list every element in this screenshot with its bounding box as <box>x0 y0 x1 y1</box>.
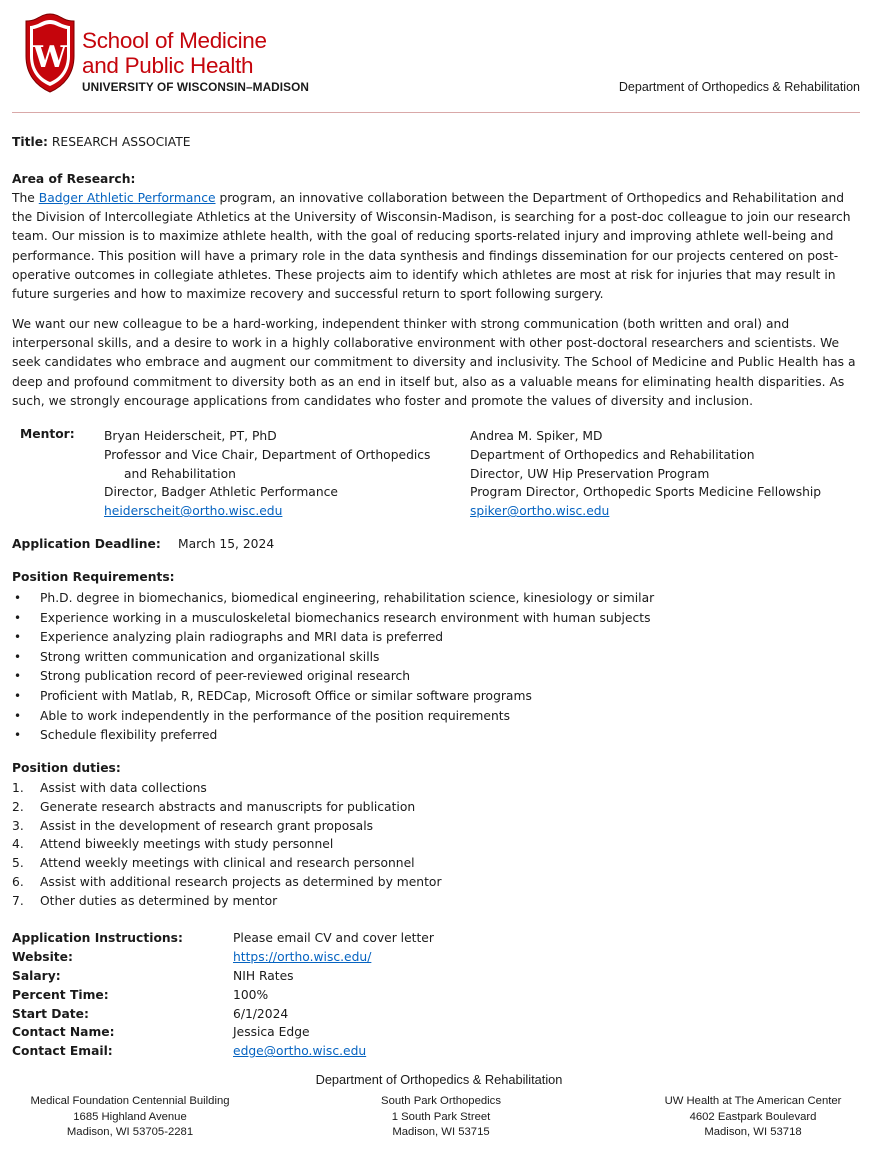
para1-rest: program, an innovative collaboration between the Department of Orthopedics and Rehabilitation and the Division of Intercollegiate Athletics at the University of Wisconsin-Madison, is searching for a post-doc colleague to join our research team. Our mission is to maximize athlete health, with the goal of reducing sports-related injury and improving athlete well-being and performance. This position will have a primary role in the data synthesis and findings dissemination for our projects centered on post-operative outcomes in collegiate athletes. These projects aim to identify which athletes are most at risk for injuries that may result in future surgeries and how to maximize recovery and successful return to sport following surgery. <box>12 191 851 302</box>
area-paragraph-1 <box>12 189 860 304</box>
list-item: • Schedule flexibility preferred <box>12 726 654 746</box>
bullet: • <box>14 688 22 703</box>
mentor1-name: Bryan Heiderscheit, PT, PhD <box>104 429 277 443</box>
footer-address-2: South Park Orthopedics 1 South Park Street Madison, WI 53715 <box>381 1095 501 1138</box>
job-title <box>12 133 860 152</box>
para1-intro: The <box>12 191 39 205</box>
area-heading: Area of Research: <box>12 172 136 186</box>
mentor1-email-link[interactable]: heiderscheit@ortho.wisc.edu <box>104 504 283 519</box>
list-item: • Ph.D. degree in biomechanics, biomedical engineering, rehabilitation science, kinesiology or similar <box>12 589 654 609</box>
mentor2-name: Andrea M. Spiker, MD <box>470 429 603 443</box>
requirements-heading: Position Requirements: <box>12 570 175 584</box>
list-item: 3. Assist in the development of research grant proposals <box>12 818 374 833</box>
bullet: • <box>14 708 22 723</box>
badger-athletic-performance-link[interactable]: Badger Athletic Performance <box>38 191 216 205</box>
crest-letter: W <box>33 40 67 75</box>
list-item: • Experience analyzing plain radiographs and MRI data is preferred <box>12 628 654 648</box>
deadline-value: March 15, 2024 <box>178 537 275 551</box>
bullet: • <box>14 669 22 684</box>
job-posting-page: W School of Medicine and Public Health UNIVERSITY OF WISCONSIN–MADISON Department of Orthopedics & Rehabilitation Title: RESEARCH ASSOCIATE Area of Research: The Badger Athletic Performance program, an innovative collaboration between the Department of Orthopedics and Rehabilitation and the Division of Intercollegiate Athletics at the University of Wisconsin-Madison, is searching for a post-doc colleague to join our research team. Our mission is to maximize athlete health, with the goal of reducing sports-related injury and improving athlete well-being and performance. This position will have a primary role in the data synthesis and findings dissemination for our projects centered on post-operative outcomes in collegiate athletes. These projects aim to identify which athletes are most at risk for injuries that may result in future surgeries and how to maximize recovery and successful return to sport following surgery. We want our new colleague to be a hard-working, independent thinker with strong communication (both written and oral) and interpersonal skills, and a desire to work in a highly collaborative environment with other post-doctoral researchers and scientists. We seek candidates who embrace and augment our commitment to diversity and inclusivity. The School of Medicine and Public Health has a deep and profound commitment to diversity both as an end in itself but, also as a valuable means for eliminating health disparities. As such, we strongly encourage applications from candidates who foster and promote the values of diversity and inclusion. Mentor: Bryan Heiderscheit, PT, PhD Professor and Vice Chair, Department of Orthopedics and Rehabilitation Director, Badger Athletic Performance heiderscheit@ortho.wisc.edu Andrea M. Spiker, MD Department of Orthopedics and Rehabilitation Director, UW Hip Preservation Program Program Director, Orthopedic Sports Medicine Fellowship spiker@ortho.wisc.edu Application Deadline: March 15, 2024 Position Requirements: • Ph.D. degree in biomechanics, biomedical engineering, rehabilitation science, kinesiology or similar • Experience working in a musculoskeletal biomechanics research environment with human subjects • Experience analyzing plain radiographs and MRI data is preferred • Strong written communication and organizational skills • Strong publication record of peer-reviewed original research • Proficient with Matlab, R, REDCap, Microsoft Office or similar software programs • Able to work independently in the performance of the position requirements • Schedule flexibility preferred Position duties: 1. Assist with data collections 2. Generate research abstracts and manuscripts for publication 3. Assist in the development of research grant proposals 4. Attend biweekly meetings with study personnel 5. Attend weekly meetings with clinical and research personnel 6. Assist with additional research projects as determined by mentor 7. Other duties as determined by mentor Application Instructions: Please email CV and cover letter Website: https://ortho.wisc.edu/ Salary: NIH Rates Percent Time: 100% Start Date: 6/1/2024 Contact Name: Jessica Edge Contact Email: edge@ortho.wisc.edu Department of Orthopedics & Rehabilitation Medical Foundation Centennial Building 1685 Highland Avenue Madison, WI 53705-2281 South Park Orthopedics 1 South Park Street Madison, WI 53715 UW Health at The American Center 4602 Eastpark Boulevard Madison, WI 53718 <box>0 0 878 1151</box>
school-name-line2: and Public Health <box>82 53 254 78</box>
bullet: • <box>14 649 22 664</box>
list-item: 2. Generate research abstracts and manuscripts for publication <box>12 799 416 814</box>
duties-list <box>12 779 442 911</box>
footer-address-1: Medical Foundation Centennial Building 1685 Highland Avenue Madison, WI 53705-2281 <box>30 1095 230 1138</box>
mentor1-role-1a: Professor and Vice Chair, Department of Orthopedics <box>104 447 431 462</box>
mentor2-role-2: Director, UW Hip Preservation Program <box>470 466 710 481</box>
mentor2-email-link[interactable]: spiker@ortho.wisc.edu <box>470 504 610 519</box>
website-link[interactable]: https://ortho.wisc.edu/ <box>233 949 372 964</box>
list-item: • Proficient with Matlab, R, REDCap, Microsoft Office or similar software programs <box>12 687 654 707</box>
list-item: 6. Assist with additional research projects as determined by mentor <box>12 874 442 889</box>
mentor2-role-1: Department of Orthopedics and Rehabilitation <box>470 447 755 462</box>
job-title-value: RESEARCH ASSOCIATE <box>51 135 191 149</box>
area-paragraph-2 <box>12 315 860 411</box>
bullet: • <box>14 630 22 645</box>
footer-department: Department of Orthopedics & Rehabilitation <box>315 1072 563 1087</box>
requirements-list <box>12 589 654 746</box>
job-title-label: Title: <box>12 135 48 149</box>
uw-crest-logo <box>24 12 76 94</box>
list-item: • Able to work independently in the performance of the position requirements <box>12 707 654 727</box>
list-item: 5. Attend weekly meetings with clinical and research personnel <box>12 856 415 871</box>
header-department: Department of Orthopedics & Rehabilitation <box>618 80 860 94</box>
school-name-line1: School of Medicine <box>82 28 267 53</box>
list-item: • Strong written communication and organizational skills <box>12 648 654 668</box>
list-item: • Experience working in a musculoskeletal biomechanics research environment with human subjects <box>12 609 654 629</box>
mentor1-role-1b: and Rehabilitation <box>124 466 236 481</box>
list-item: 7. Other duties as determined by mentor <box>12 893 278 908</box>
mentor1-role-2: Director, Badger Athletic Performance <box>104 485 338 500</box>
list-item: 4. Attend biweekly meetings with study personnel <box>12 837 334 852</box>
para2-text: We want our new colleague to be a hard-working, independent thinker with strong communication (both written and oral) and interpersonal skills, and a desire to work in a highly collaborative environment with other post-doctoral researchers and scientists. We seek candidates who embrace and augment our commitment to diversity and inclusivity. The School of Medicine and Public Health has a deep and profound commitment to diversity both as an end in itself but, also as a valuable means for eliminating health disparities. As such, we strongly encourage applications from candidates who foster and promote the values of diversity and inclusion. <box>12 317 856 408</box>
mentor-1 <box>104 427 449 521</box>
bullet: • <box>14 591 22 605</box>
bullet: • <box>14 610 22 625</box>
list-item: 1. Assist with data collections <box>12 781 207 795</box>
university-name: UNIVERSITY OF WISCONSIN–MADISON <box>82 80 310 94</box>
mentor2-role-3: Program Director, Orthopedic Sports Medicine Fellowship <box>470 485 822 500</box>
mentor-2 <box>470 427 865 521</box>
header-divider <box>12 112 860 113</box>
list-item: • Strong publication record of peer-reviewed original research <box>12 667 654 687</box>
duties-heading: Position duties: <box>12 761 121 775</box>
bullet: • <box>14 728 22 743</box>
footer-address-3: UW Health at The American Center 4602 Eastpark Boulevard Madison, WI 53718 <box>664 1095 842 1138</box>
deadline-label: Application Deadline: <box>12 537 161 551</box>
mentor-label: Mentor: <box>20 427 75 441</box>
school-name <box>82 28 267 78</box>
contact-email-link[interactable]: edge@ortho.wisc.edu <box>233 1044 367 1059</box>
